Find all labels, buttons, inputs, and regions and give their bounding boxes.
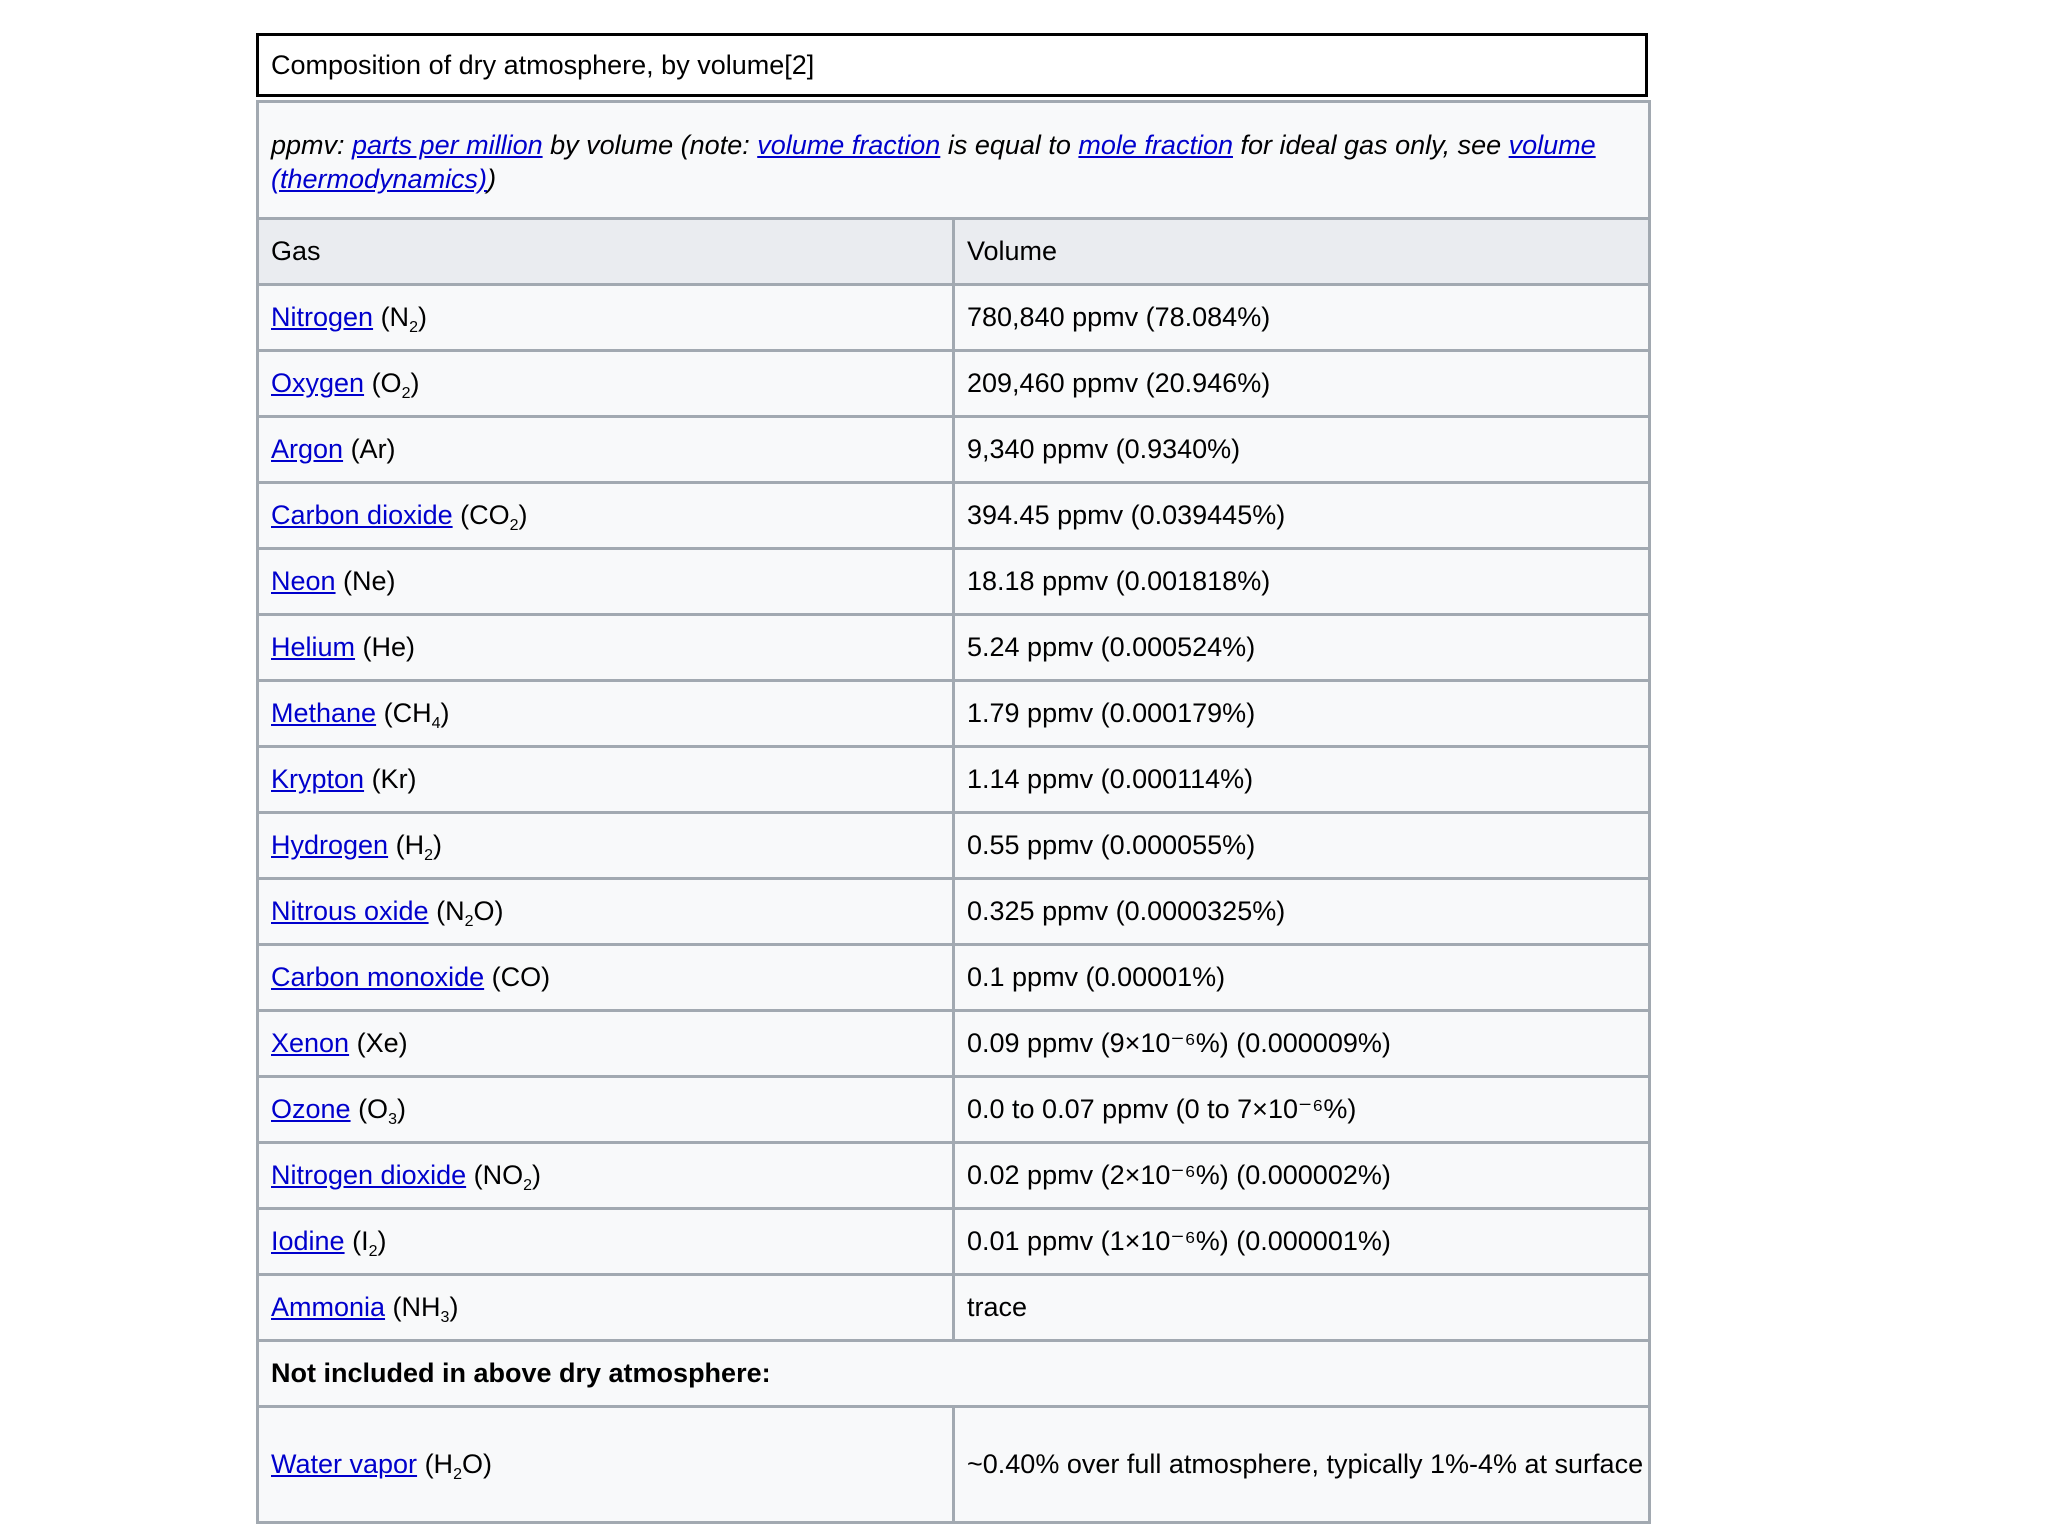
formula-close: ) <box>432 830 442 860</box>
table-row-water-vapor <box>258 1407 1650 1523</box>
formula-subscript: 2 <box>368 1243 378 1260</box>
formula-open: (H <box>388 830 425 860</box>
volume-cell: ~0.40% over full atmosphere, typically 1%-4% at surface <box>954 1407 1650 1523</box>
gas-link[interactable]: Krypton <box>271 764 365 794</box>
gas-cell <box>258 351 954 417</box>
formula-subscript: 2 <box>401 385 411 402</box>
table-row <box>258 1143 1650 1209</box>
link-volume-thermodynamics[interactable]: volume (thermodynamics) <box>271 130 1596 194</box>
gas-cell <box>258 879 954 945</box>
gas-link[interactable]: Helium <box>271 632 356 662</box>
gas-cell <box>258 615 954 681</box>
table-row <box>258 483 1650 549</box>
formula-open: (I <box>344 1226 369 1256</box>
gas-cell <box>258 1011 954 1077</box>
gas-link[interactable]: Water vapor <box>271 1449 418 1479</box>
note-text-5: ) <box>487 164 497 194</box>
formula-open: (N <box>428 896 465 926</box>
volume-cell: 1.14 ppmv (0.000114%) <box>954 747 1650 813</box>
gas-link[interactable]: Ammonia <box>271 1292 386 1322</box>
header-gas: Gas <box>258 219 954 285</box>
not-included-label: Not included in above dry atmosphere: <box>258 1341 1650 1407</box>
volume-cell: 0.0 to 0.07 ppmv (0 to 7×10⁻⁶%) <box>954 1077 1650 1143</box>
header-row <box>258 219 1650 285</box>
formula-subscript: 3 <box>440 1309 450 1326</box>
gas-cell <box>258 1143 954 1209</box>
link-parts-per-million[interactable]: parts per million <box>352 130 543 160</box>
formula-subscript: 4 <box>431 715 441 732</box>
formula-open: (O <box>350 1094 389 1124</box>
volume-cell: 780,840 ppmv (78.084%) <box>954 285 1650 351</box>
gas-cell <box>258 1209 954 1275</box>
volume-cell: 9,340 ppmv (0.9340%) <box>954 417 1650 483</box>
gas-cell <box>258 681 954 747</box>
gas-cell <box>258 285 954 351</box>
formula-close: O) <box>473 896 504 926</box>
table-row <box>258 813 1650 879</box>
formula-open: (NH <box>385 1292 441 1322</box>
formula-open: (Ar) <box>343 434 396 464</box>
note-row <box>258 102 1650 219</box>
header-volume: Volume <box>954 219 1650 285</box>
formula-subscript: 3 <box>388 1111 397 1128</box>
gas-cell <box>258 549 954 615</box>
table-row <box>258 417 1650 483</box>
formula-close: O) <box>461 1449 492 1479</box>
table-row <box>258 1209 1650 1275</box>
note-cell <box>258 102 1650 219</box>
volume-cell: 0.09 ppmv (9×10⁻⁶%) (0.000009%) <box>954 1011 1650 1077</box>
gas-cell <box>258 483 954 549</box>
volume-cell: 0.55 ppmv (0.000055%) <box>954 813 1650 879</box>
formula-open: (CO) <box>484 962 551 992</box>
formula-open: (CO <box>452 500 510 530</box>
table-row <box>258 879 1650 945</box>
formula-open: (N <box>373 302 410 332</box>
table-row <box>258 285 1650 351</box>
formula-close: ) <box>377 1226 387 1256</box>
volume-cell: 0.325 ppmv (0.0000325%) <box>954 879 1650 945</box>
gas-cell <box>258 945 954 1011</box>
table-row <box>258 351 1650 417</box>
formula-subscript: 2 <box>409 319 418 336</box>
gas-link[interactable]: Methane <box>271 698 377 728</box>
volume-cell: 5.24 ppmv (0.000524%) <box>954 615 1650 681</box>
gas-cell <box>258 417 954 483</box>
formula-subscript: 2 <box>464 913 474 930</box>
table-row <box>258 747 1650 813</box>
volume-cell: 1.79 ppmv (0.000179%) <box>954 681 1650 747</box>
formula-subscript: 2 <box>509 517 519 534</box>
note-text-4: for ideal gas only, see <box>1232 130 1509 160</box>
volume-cell: 0.01 ppmv (1×10⁻⁶%) (0.000001%) <box>954 1209 1650 1275</box>
formula-close: ) <box>518 500 528 530</box>
volume-cell: 0.1 ppmv (0.00001%) <box>954 945 1650 1011</box>
gas-link[interactable]: Iodine <box>271 1226 345 1256</box>
link-mole-fraction[interactable]: mole fraction <box>1078 130 1233 160</box>
table-row <box>258 1077 1650 1143</box>
formula-close: ) <box>410 368 420 398</box>
table-row <box>258 1011 1650 1077</box>
formula-subscript: 2 <box>453 1466 462 1483</box>
volume-cell: trace <box>954 1275 1650 1341</box>
formula-open: (O <box>364 368 402 398</box>
table-row <box>258 681 1650 747</box>
gas-link[interactable]: Ozone <box>271 1094 351 1124</box>
gas-link[interactable]: Nitrogen <box>271 302 374 332</box>
gas-cell <box>258 747 954 813</box>
gas-link[interactable]: Argon <box>271 434 344 464</box>
formula-open: (He) <box>355 632 416 662</box>
gas-link[interactable]: Nitrogen dioxide <box>271 1160 467 1190</box>
note-text-2: by volume (note: <box>542 130 758 160</box>
gas-link[interactable]: Oxygen <box>271 368 365 398</box>
table-row <box>258 1275 1650 1341</box>
formula-open: (Kr) <box>364 764 417 794</box>
table-row <box>258 945 1650 1011</box>
atmosphere-composition-table <box>256 100 1651 1524</box>
note-text-3: is equal to <box>940 130 1079 160</box>
formula-open: (CH <box>376 698 432 728</box>
formula-close: ) <box>440 698 450 728</box>
gas-link[interactable]: Xenon <box>271 1028 350 1058</box>
gas-cell <box>258 813 954 879</box>
gas-cell <box>258 1077 954 1143</box>
formula-close: ) <box>417 302 427 332</box>
formula-open: (NO <box>466 1160 524 1190</box>
formula-close: ) <box>396 1094 406 1124</box>
gas-link[interactable]: Neon <box>271 566 336 596</box>
table-row <box>258 549 1650 615</box>
formula-close: ) <box>449 1292 459 1322</box>
formula-subscript: 2 <box>424 847 433 864</box>
note-prefix: ppmv: <box>271 130 353 160</box>
volume-cell: 209,460 ppmv (20.946%) <box>954 351 1650 417</box>
link-volume-fraction[interactable]: volume fraction <box>757 130 941 160</box>
gas-cell <box>258 1407 954 1523</box>
not-included-row <box>258 1341 1650 1407</box>
gas-link[interactable]: Carbon dioxide <box>271 500 453 530</box>
caption-text: Composition of dry atmosphere, by volume[2] <box>271 49 815 80</box>
table-row <box>258 615 1650 681</box>
formula-open: (Xe) <box>349 1028 408 1058</box>
gas-cell <box>258 1275 954 1341</box>
gas-link[interactable]: Hydrogen <box>271 830 389 860</box>
volume-cell: 0.02 ppmv (2×10⁻⁶%) (0.000002%) <box>954 1143 1650 1209</box>
table-caption <box>256 33 1648 97</box>
volume-cell: 394.45 ppmv (0.039445%) <box>954 483 1650 549</box>
gas-link[interactable]: Carbon monoxide <box>271 962 485 992</box>
gas-link[interactable]: Nitrous oxide <box>271 896 429 926</box>
formula-close: ) <box>532 1160 542 1190</box>
volume-cell: 18.18 ppmv (0.001818%) <box>954 549 1650 615</box>
formula-open: (H <box>417 1449 454 1479</box>
formula-open: (Ne) <box>335 566 396 596</box>
formula-subscript: 2 <box>523 1177 533 1194</box>
